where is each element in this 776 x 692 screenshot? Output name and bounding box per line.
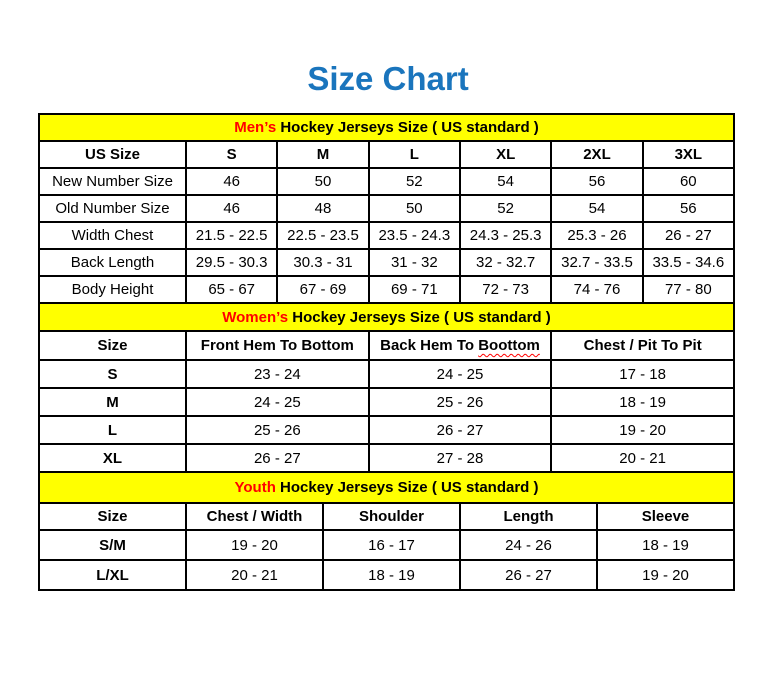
data-cell: 33.5 - 34.6 bbox=[643, 249, 734, 276]
row-label: S/M bbox=[39, 530, 186, 560]
mens-banner-row bbox=[39, 114, 734, 141]
womens-banner-highlight: Women’s bbox=[222, 308, 289, 326]
data-cell: 18 - 19 bbox=[597, 530, 734, 560]
data-cell: 24 - 26 bbox=[460, 530, 597, 560]
row-label: XL bbox=[39, 444, 186, 472]
data-cell: 19 - 20 bbox=[551, 416, 734, 444]
header-cell: Size bbox=[39, 503, 186, 530]
row-label: Old Number Size bbox=[39, 195, 186, 222]
data-cell: 52 bbox=[369, 168, 460, 195]
data-cell: 56 bbox=[643, 195, 734, 222]
mens-header-row bbox=[39, 141, 734, 168]
data-cell: 30.3 - 31 bbox=[277, 249, 368, 276]
data-cell: 26 - 27 bbox=[460, 560, 597, 590]
table-row bbox=[39, 249, 734, 276]
data-cell: 60 bbox=[643, 168, 734, 195]
table-row bbox=[39, 530, 734, 560]
data-cell: 25 - 26 bbox=[186, 416, 369, 444]
data-cell: 26 - 27 bbox=[186, 444, 369, 472]
data-cell: 31 - 32 bbox=[369, 249, 460, 276]
table-row bbox=[39, 444, 734, 472]
table-row bbox=[39, 416, 734, 444]
data-cell: 22.5 - 23.5 bbox=[277, 222, 368, 249]
data-cell: 19 - 20 bbox=[597, 560, 734, 590]
header-cell: Shoulder bbox=[323, 503, 460, 530]
header-cell: Length bbox=[460, 503, 597, 530]
data-cell: 18 - 19 bbox=[551, 388, 734, 416]
mens-banner-rest: Hockey Jerseys Size ( US standard ) bbox=[276, 119, 539, 136]
data-cell: 46 bbox=[186, 168, 277, 195]
womens-size-table bbox=[38, 302, 735, 473]
row-label: Back Length bbox=[39, 249, 186, 276]
data-cell: 27 - 28 bbox=[369, 444, 552, 472]
header-cell: Chest / Width bbox=[186, 503, 323, 530]
data-cell: 20 - 21 bbox=[186, 560, 323, 590]
womens-banner-rest: Hockey Jerseys Size ( US standard ) bbox=[288, 308, 551, 326]
data-cell: 48 bbox=[277, 195, 368, 222]
header-cell: Front Hem To Bottom bbox=[186, 331, 369, 360]
data-cell: 25.3 - 26 bbox=[551, 222, 642, 249]
data-cell: 72 - 73 bbox=[460, 276, 551, 303]
row-label: S bbox=[39, 360, 186, 388]
header-cell: Sleeve bbox=[597, 503, 734, 530]
data-cell: 26 - 27 bbox=[643, 222, 734, 249]
data-cell: 29.5 - 30.3 bbox=[186, 249, 277, 276]
data-cell: 46 bbox=[186, 195, 277, 222]
header-cell bbox=[369, 331, 552, 360]
mens-section-banner bbox=[39, 114, 734, 141]
mens-banner-highlight: Men’s bbox=[234, 119, 277, 136]
row-label: New Number Size bbox=[39, 168, 186, 195]
table-row bbox=[39, 560, 734, 590]
header-cell: XL bbox=[460, 141, 551, 168]
data-cell: 16 - 17 bbox=[323, 530, 460, 560]
header-cell: 3XL bbox=[643, 141, 734, 168]
data-cell: 23.5 - 24.3 bbox=[369, 222, 460, 249]
data-cell: 69 - 71 bbox=[369, 276, 460, 303]
data-cell: 54 bbox=[460, 168, 551, 195]
youth-header-row bbox=[39, 503, 734, 530]
data-cell: 24 - 25 bbox=[186, 388, 369, 416]
header-cell: 2XL bbox=[551, 141, 642, 168]
data-cell: 24.3 - 25.3 bbox=[460, 222, 551, 249]
header-cell: US Size bbox=[39, 141, 186, 168]
header-cell: S bbox=[186, 141, 277, 168]
table-row bbox=[39, 276, 734, 303]
womens-banner-row bbox=[39, 303, 734, 331]
data-cell: 32 - 32.7 bbox=[460, 249, 551, 276]
mens-size-table bbox=[38, 113, 735, 304]
youth-banner-row bbox=[39, 472, 734, 503]
data-cell: 18 - 19 bbox=[323, 560, 460, 590]
data-cell: 52 bbox=[460, 195, 551, 222]
header-cell: Chest / Pit To Pit bbox=[551, 331, 734, 360]
youth-banner-rest: Hockey Jerseys Size ( US standard ) bbox=[275, 479, 539, 496]
data-cell: 77 - 80 bbox=[643, 276, 734, 303]
row-label: Body Height bbox=[39, 276, 186, 303]
data-cell: 32.7 - 33.5 bbox=[551, 249, 642, 276]
header-cell: Size bbox=[39, 331, 186, 360]
womens-header-row bbox=[39, 331, 734, 360]
youth-section-banner bbox=[39, 472, 734, 503]
row-label: Width Chest bbox=[39, 222, 186, 249]
misspelled-word: Boottom bbox=[478, 337, 540, 354]
header-text: Back Hem To bbox=[380, 337, 479, 354]
data-cell: 25 - 26 bbox=[369, 388, 552, 416]
data-cell: 50 bbox=[369, 195, 460, 222]
data-cell: 26 - 27 bbox=[369, 416, 552, 444]
table-row bbox=[39, 195, 734, 222]
data-cell: 20 - 21 bbox=[551, 444, 734, 472]
data-cell: 54 bbox=[551, 195, 642, 222]
data-cell: 23 - 24 bbox=[186, 360, 369, 388]
table-row bbox=[39, 360, 734, 388]
row-label: M bbox=[39, 388, 186, 416]
womens-section-banner bbox=[39, 303, 734, 331]
data-cell: 17 - 18 bbox=[551, 360, 734, 388]
size-chart-page bbox=[0, 60, 776, 692]
table-row bbox=[39, 388, 734, 416]
size-chart bbox=[38, 113, 735, 591]
page-title: Size Chart bbox=[307, 60, 469, 97]
header-cell: L bbox=[369, 141, 460, 168]
row-label: L/XL bbox=[39, 560, 186, 590]
table-row bbox=[39, 222, 734, 249]
data-cell: 24 - 25 bbox=[369, 360, 552, 388]
data-cell: 50 bbox=[277, 168, 368, 195]
table-row bbox=[39, 168, 734, 195]
data-cell: 65 - 67 bbox=[186, 276, 277, 303]
row-label: L bbox=[39, 416, 186, 444]
data-cell: 74 - 76 bbox=[551, 276, 642, 303]
data-cell: 56 bbox=[551, 168, 642, 195]
youth-banner-highlight: Youth bbox=[234, 479, 276, 496]
header-cell: M bbox=[277, 141, 368, 168]
data-cell: 19 - 20 bbox=[186, 530, 323, 560]
data-cell: 67 - 69 bbox=[277, 276, 368, 303]
youth-size-table bbox=[38, 471, 735, 591]
data-cell: 21.5 - 22.5 bbox=[186, 222, 277, 249]
